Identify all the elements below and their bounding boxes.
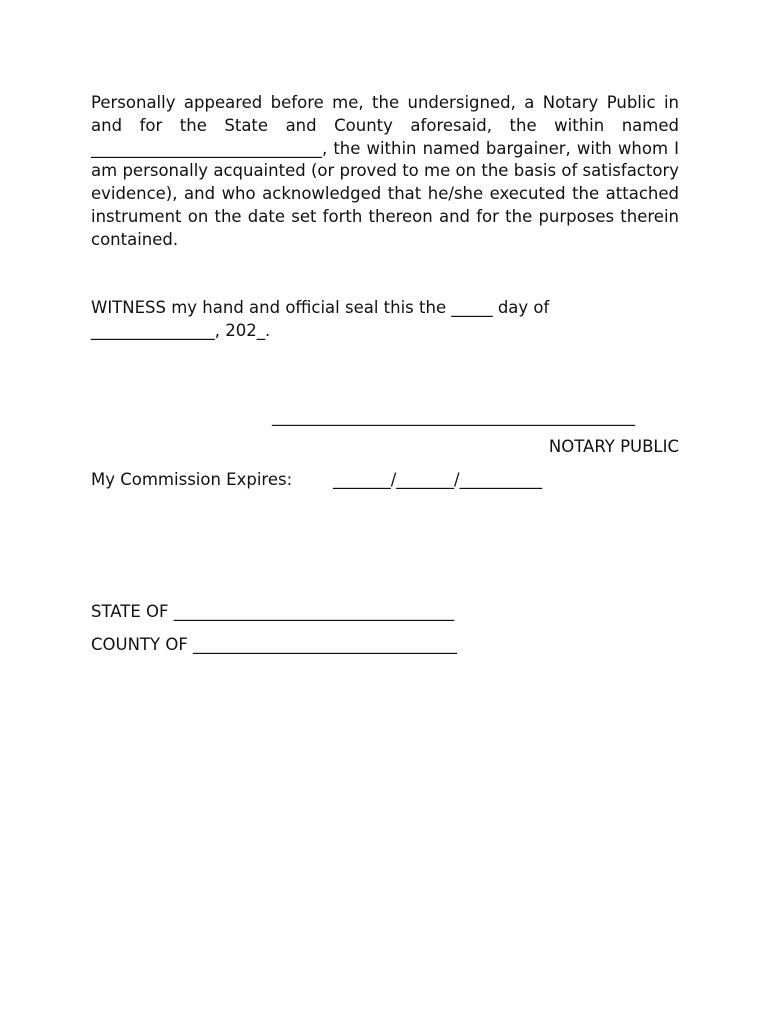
commission-expires-row bbox=[91, 469, 679, 491]
witness-block bbox=[91, 296, 679, 342]
state-of-line: STATE OF __________________________________ bbox=[91, 602, 455, 621]
commission-expires-label: My Commission Expires: bbox=[91, 470, 293, 489]
acknowledgment-paragraph: Personally appeared before me, the undersigned, a Notary Public in and for the State and County aforesaid, the within named ____________________________, the within named bargainer, with whom I am personally acquainted (or proved to me on the basis of satisfactory evidence), and who acknowledged that he/she executed the attached instrument on the date set forth thereon and for the purposes therein contained. bbox=[91, 93, 679, 249]
notary-signature-line: ____________________________________________ bbox=[272, 407, 635, 426]
witness-line-1: WITNESS my hand and official seal this the _____ day of bbox=[91, 298, 550, 317]
commission-expires-date-blank: _______/_______/__________ bbox=[333, 470, 543, 489]
county-of-line: COUNTY OF ________________________________ bbox=[91, 635, 458, 654]
notary-public-label: NOTARY PUBLIC bbox=[548, 437, 679, 456]
witness-line-2: _______________, 202_. bbox=[91, 321, 271, 340]
